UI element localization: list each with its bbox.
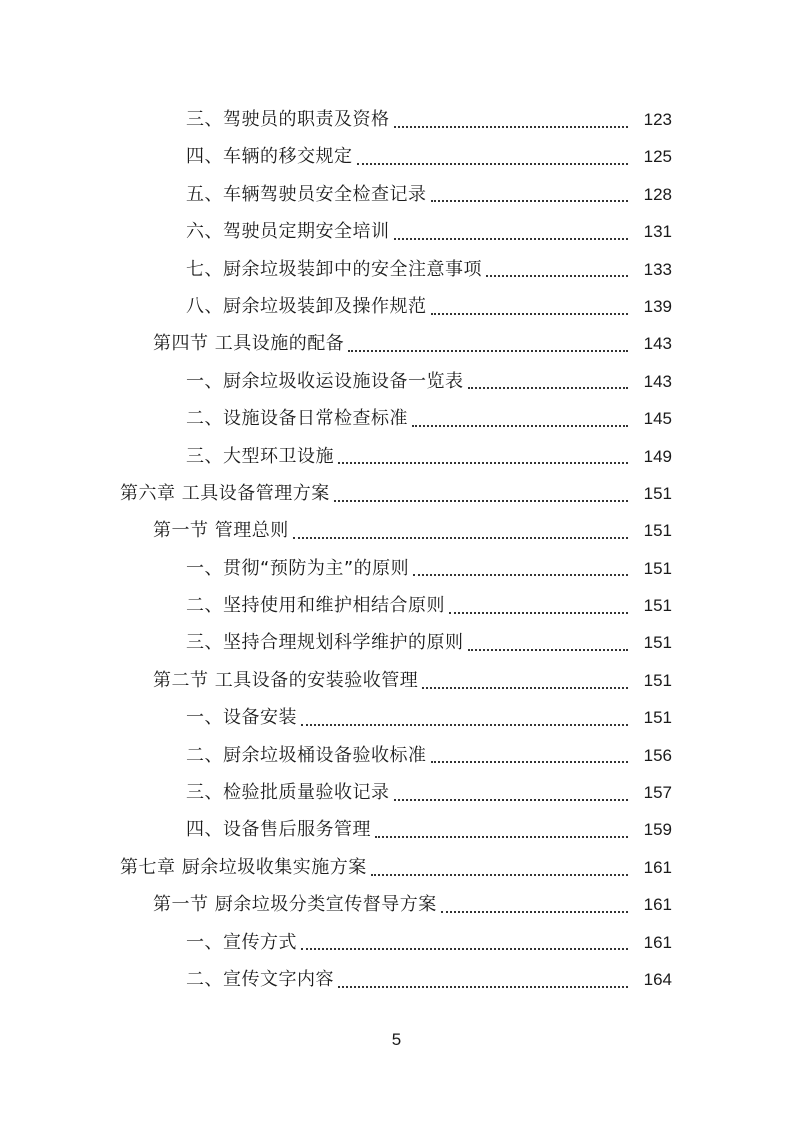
toc-dot-leader bbox=[449, 612, 628, 614]
toc-dot-leader bbox=[394, 126, 629, 128]
toc-entry[interactable] bbox=[186, 363, 793, 400]
toc-dot-leader bbox=[422, 687, 628, 689]
toc-entry-page: 139 bbox=[643, 296, 672, 316]
toc-entry-title: 三、坚持合理规划科学维护的原则 bbox=[186, 632, 464, 654]
toc-entry-title: 四、车辆的移交规定 bbox=[186, 146, 353, 168]
toc-entry[interactable] bbox=[186, 251, 793, 288]
toc-entry[interactable] bbox=[186, 138, 793, 175]
toc-entry-title: 第一节 管理总则 bbox=[153, 520, 289, 542]
toc-entry-page: 164 bbox=[643, 969, 672, 989]
toc-entry[interactable] bbox=[186, 176, 793, 213]
toc-entry[interactable] bbox=[120, 849, 793, 886]
toc-entry-page: 161 bbox=[643, 932, 672, 952]
toc-entry-title: 第六章 工具设备管理方案 bbox=[120, 482, 330, 504]
toc-entry-page: 161 bbox=[643, 857, 672, 877]
toc-entry-title: 一、宣传方式 bbox=[186, 931, 297, 953]
toc-dot-leader bbox=[334, 500, 628, 502]
toc-entry[interactable] bbox=[186, 213, 793, 250]
toc-entry-title: 七、厨余垃圾装卸中的安全注意事项 bbox=[186, 258, 482, 280]
toc-entry-title: 一、设备安装 bbox=[186, 707, 297, 729]
toc-entry-page: 159 bbox=[643, 820, 672, 840]
toc-entry[interactable] bbox=[120, 475, 793, 512]
toc-entry-title: 三、驾驶员的职责及资格 bbox=[186, 109, 390, 130]
toc-dot-leader bbox=[394, 799, 629, 801]
toc-dot-leader bbox=[431, 313, 629, 315]
toc-entry-title: 一、贯彻“预防为主”的原则 bbox=[186, 557, 410, 579]
toc-entry-title: 三、检验批质量验收记录 bbox=[186, 782, 390, 804]
toc-dot-leader bbox=[412, 425, 628, 427]
toc-entry-title: 五、车辆驾驶员安全检查记录 bbox=[186, 183, 427, 205]
toc-entry-title: 三、大型环卫设施 bbox=[186, 445, 334, 467]
toc-entry-page: 123 bbox=[643, 110, 672, 129]
toc-dot-leader bbox=[431, 200, 629, 202]
toc-entry-title: 四、设备售后服务管理 bbox=[186, 819, 371, 841]
toc-dot-leader bbox=[338, 986, 628, 988]
toc-entry[interactable] bbox=[153, 325, 793, 362]
toc-entry-page: 128 bbox=[643, 184, 672, 204]
toc-entry[interactable] bbox=[186, 101, 793, 138]
toc-entry[interactable] bbox=[186, 624, 793, 661]
toc-entry-page: 143 bbox=[643, 334, 672, 354]
toc-entry-page: 151 bbox=[643, 558, 672, 578]
toc-entry[interactable] bbox=[153, 662, 793, 699]
toc-entry[interactable] bbox=[186, 288, 793, 325]
toc-entry-title: 第二节 工具设备的安装验收管理 bbox=[153, 669, 419, 691]
toc-entry-title: 第四节 工具设施的配备 bbox=[153, 333, 345, 355]
toc-entry-page: 151 bbox=[643, 521, 672, 541]
toc-entry[interactable] bbox=[186, 400, 793, 437]
toc-entry[interactable] bbox=[186, 699, 793, 736]
toc-dot-leader bbox=[301, 724, 628, 726]
toc-dot-leader bbox=[375, 836, 628, 838]
toc-entry[interactable] bbox=[186, 774, 793, 811]
page-number: 5 bbox=[391, 1030, 402, 1049]
toc-dot-leader bbox=[413, 574, 628, 576]
toc-entry[interactable] bbox=[153, 512, 793, 549]
toc-entry-page: 151 bbox=[643, 596, 672, 616]
toc-dot-leader bbox=[338, 462, 628, 464]
toc-entry[interactable] bbox=[186, 737, 793, 774]
toc-entry[interactable] bbox=[186, 961, 793, 998]
toc-entry-title: 八、厨余垃圾装卸及操作规范 bbox=[186, 295, 427, 317]
toc-dot-leader bbox=[371, 874, 628, 876]
toc-entry-title: 第七章 厨余垃圾收集实施方案 bbox=[120, 856, 367, 878]
toc-entry-page: 151 bbox=[643, 670, 672, 690]
toc-entry-page: 143 bbox=[643, 371, 672, 391]
toc-entry-page: 157 bbox=[643, 783, 672, 803]
toc-entry[interactable] bbox=[186, 550, 793, 587]
toc-entry[interactable] bbox=[186, 587, 793, 624]
toc-entry[interactable] bbox=[186, 438, 793, 475]
toc-entry-page: 151 bbox=[643, 633, 672, 653]
toc-entry-page: 145 bbox=[643, 409, 672, 429]
toc-dot-leader bbox=[394, 238, 629, 240]
toc-entry[interactable] bbox=[186, 811, 793, 848]
toc-entry[interactable] bbox=[153, 886, 793, 923]
toc-entry-page: 156 bbox=[643, 745, 672, 765]
toc-dot-leader bbox=[431, 761, 629, 763]
toc-entry-title: 二、厨余垃圾桶设备验收标准 bbox=[186, 744, 427, 766]
toc-dot-leader bbox=[293, 537, 628, 539]
toc-entry-title: 二、设施设备日常检查标准 bbox=[186, 408, 408, 430]
toc-entry-page: 161 bbox=[643, 895, 672, 915]
toc-dot-leader bbox=[468, 649, 629, 651]
table-of-contents bbox=[0, 101, 793, 998]
toc-entry-page: 131 bbox=[643, 222, 672, 242]
toc-dot-leader bbox=[486, 275, 628, 277]
toc-entry-page: 125 bbox=[643, 147, 672, 167]
toc-dot-leader bbox=[468, 387, 629, 389]
toc-entry-page: 151 bbox=[643, 708, 672, 728]
toc-entry-page: 133 bbox=[643, 259, 672, 279]
toc-entry-page: 149 bbox=[643, 446, 672, 466]
toc-entry-page: 151 bbox=[643, 483, 672, 503]
toc-entry-title: 二、宣传文字内容 bbox=[186, 968, 334, 990]
toc-entry-title: 二、坚持使用和维护相结合原则 bbox=[186, 595, 445, 617]
toc-entry-title: 第一节 厨余垃圾分类宣传督导方案 bbox=[153, 894, 437, 916]
toc-dot-leader bbox=[301, 948, 628, 950]
toc-entry-title: 一、厨余垃圾收运设施设备一览表 bbox=[186, 370, 464, 392]
toc-dot-leader bbox=[441, 911, 628, 913]
toc-dot-leader bbox=[348, 350, 628, 352]
toc-entry[interactable] bbox=[186, 924, 793, 961]
toc-entry-title: 六、驾驶员定期安全培训 bbox=[186, 221, 390, 243]
toc-dot-leader bbox=[357, 163, 629, 165]
